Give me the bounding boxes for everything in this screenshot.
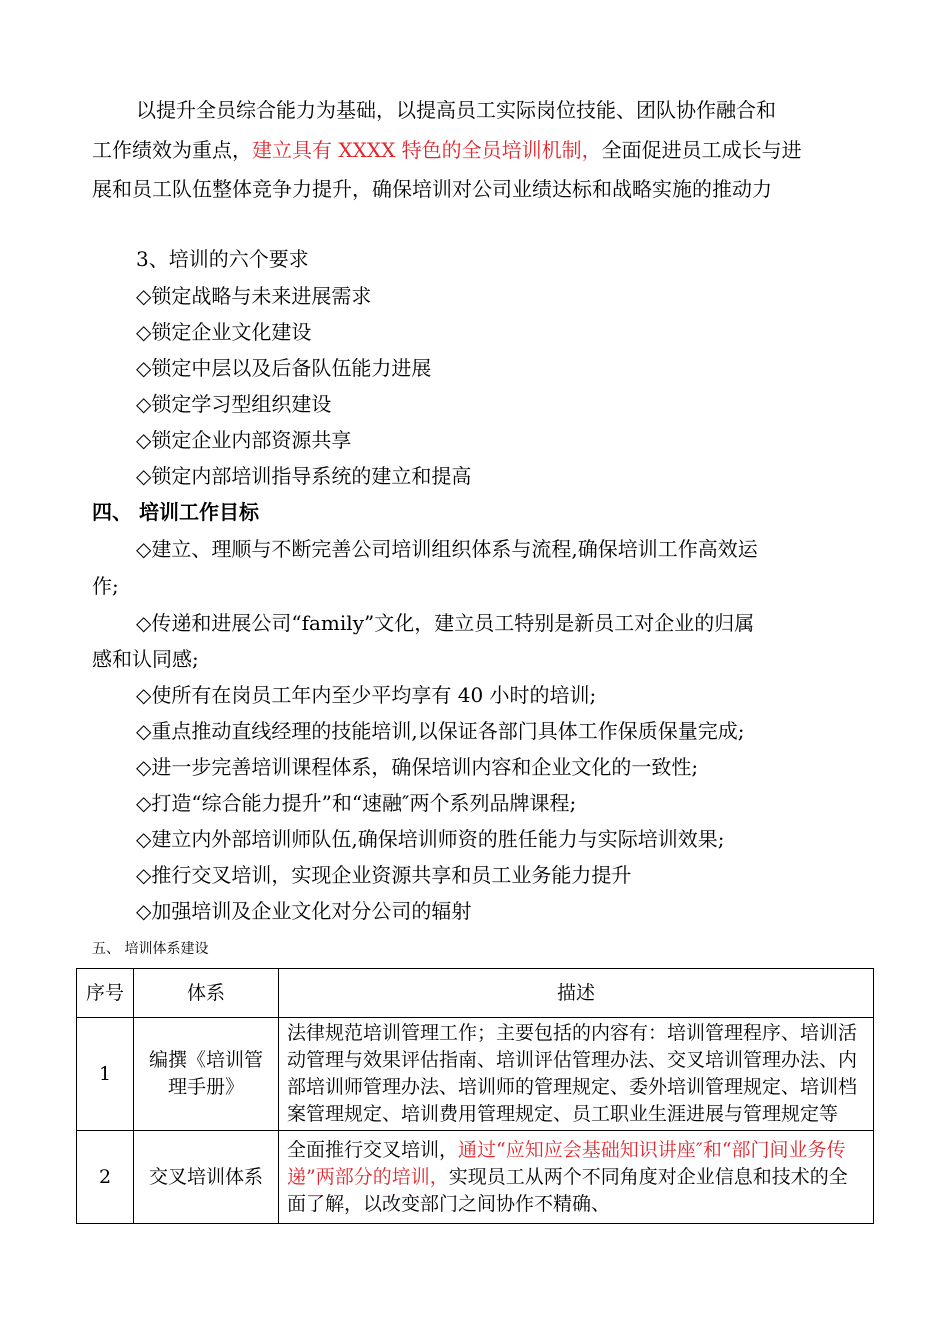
header-desc: 描述 [279,969,874,1018]
row-no: 1 [77,1018,134,1131]
row-system: 交叉培训体系 [134,1131,279,1224]
intro-line-1: 以提升全员综合能力为基础，以提高员工实际岗位技能、团队协作融合和 [136,98,776,122]
goal-item: ◇使所有在岗员工年内至少平均享有 40 小时的培训; [136,683,597,707]
table-row [77,1131,874,1224]
table-header-row [77,969,874,1018]
intro-line-2-pre: 工作绩效为重点， [92,138,252,162]
row-desc [279,1131,874,1224]
table-row [77,1018,874,1131]
requirement-item: ◇锁定内部培训指导系统的建立和提高 [136,464,472,488]
goal-item: ◇打造“综合能力提升”和“速融″两个系列品牌课程; [136,791,577,815]
row-no: 2 [77,1131,134,1224]
section-4-heading: 四、 培训工作目标 [92,500,259,524]
intro-highlight: 建立具有 XXXX 特色的全员培训机制， [252,138,602,162]
training-system-table [76,968,874,1224]
requirements-title: 3、培训的六个要求 [136,247,309,271]
section-5-heading: 五、 培训体系建设 [92,941,209,957]
row-desc-pre: 全面推行交叉培训， [287,1138,459,1161]
requirement-item: ◇锁定企业内部资源共享 [136,428,352,452]
row-desc: 法律规范培训管理工作；主要包括的内容有：培训管理程序、培训活动管理与效果评估指南、培训评估管理办法、交叉培训管理办法、内部培训师管理办法、培训师的管理规定、委外培训管理规定、培训档案管理规定、培训费用管理规定、员工职业生涯进展与管理规定等 [279,1018,874,1131]
goal-item: ◇重点推动直线经理的技能培训,以保证各部门具体工作保质保量完成; [136,719,745,743]
requirement-item: ◇锁定学习型组织建设 [136,392,332,416]
intro-line-3: 展和员工队伍整体竞争力提升，确保培训对公司业绩达标和战略实施的推动力 [92,177,772,201]
header-system: 体系 [134,969,279,1018]
requirement-item: ◇锁定战略与未来进展需求 [136,284,372,308]
row-desc-post: 实现员工从两个不同角度对企业信息和技术的全面了解，以改变部门之间协作不精确、 [287,1165,848,1215]
row-system: 编撰《培训管理手册》 [134,1018,279,1131]
goal-item-continuation: 感和认同感; [92,647,199,671]
goal-item: ◇建立内外部培训师队伍,确保培训师资的胜任能力与实际培训效果; [136,827,725,851]
goal-item-continuation: 作; [92,574,119,598]
goal-item: ◇推行交叉培训，实现企业资源共享和员工业务能力提升 [136,863,632,887]
intro-line-2-post: 全面促进员工成长与进 [601,138,802,162]
requirement-item: ◇锁定企业文化建设 [136,320,312,344]
intro-line-2 [92,136,802,164]
goal-item: ◇传递和进展公司“family”文化，建立员工特别是新员工对企业的归属 [136,611,755,635]
row-desc-highlight: 通过“应知应会基础知识讲座″和“部门间业务传递”两部分的培训， [287,1138,846,1188]
goal-item: ◇加强培训及企业文化对分公司的辐射 [136,899,472,923]
goal-item: ◇进一步完善培训课程体系，确保培训内容和企业文化的一致性; [136,755,699,779]
header-no: 序号 [77,969,134,1018]
goal-item: ◇建立、理顺与不断完善公司培训组织体系与流程,确保培训工作高效运 [136,537,758,561]
requirement-item: ◇锁定中层以及后备队伍能力进展 [136,356,432,380]
